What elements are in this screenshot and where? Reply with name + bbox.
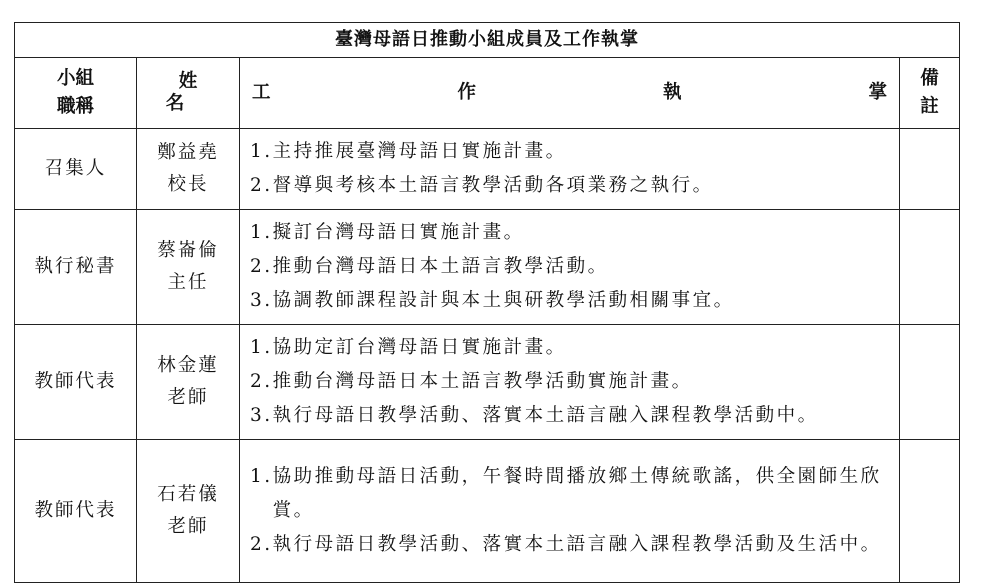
role-cell: 教師代表 — [15, 440, 137, 583]
duty-number: 1. — [250, 222, 273, 243]
header-notes — [900, 58, 960, 129]
duty-item — [250, 284, 889, 318]
duty-table-document — [14, 22, 959, 583]
header-duties-char: 執 — [662, 81, 682, 103]
duty-text: 協助定訂台灣母語日實施計畫。 — [272, 337, 567, 358]
duty-item — [250, 169, 889, 203]
duty-item — [250, 331, 889, 365]
duty-text: 推動台灣母語日本土語言教學活動。 — [272, 256, 609, 277]
header-role — [15, 58, 137, 129]
duty-text: 執行母語日教學活動、落實本土語言融入課程教學活動中。 — [272, 405, 819, 426]
notes-cell — [900, 210, 960, 325]
duties-cell — [240, 440, 900, 583]
person-title: 老師 — [167, 387, 209, 408]
header-notes-line2: 註 — [920, 96, 939, 117]
header-notes-line1: 備 — [920, 67, 939, 89]
duty-number: 2. — [250, 175, 273, 196]
role-cell: 教師代表 — [15, 325, 137, 440]
notes-cell — [900, 129, 960, 210]
duty-number: 1. — [250, 141, 273, 162]
person-name: 林金蓮 — [157, 354, 219, 376]
header-row — [15, 58, 960, 129]
person-name: 鄭益堯 — [157, 141, 219, 163]
person-title: 老師 — [167, 516, 209, 537]
person-cell — [137, 210, 240, 325]
header-name-label: 姓名 — [165, 70, 224, 114]
header-role-line2: 職稱 — [56, 96, 94, 117]
person-cell — [137, 440, 240, 583]
role-cell: 召集人 — [15, 129, 137, 210]
duty-number: 3. — [250, 290, 273, 311]
person-cell — [137, 325, 240, 440]
header-duties-char: 掌 — [868, 81, 887, 103]
role-cell: 執行秘書 — [15, 210, 137, 325]
table-row — [15, 325, 960, 440]
table-row — [15, 210, 960, 325]
duty-table — [14, 22, 960, 583]
duty-number: 1. — [250, 466, 273, 487]
duty-item — [250, 460, 889, 528]
table-row — [15, 129, 960, 210]
duty-item — [250, 135, 889, 169]
duty-text: 執行母語日教學活動、落實本土語言融入課程教學活動及生活中。 — [272, 534, 882, 555]
duties-cell — [240, 129, 900, 210]
duty-text: 推動台灣母語日本土語言教學活動實施計畫。 — [272, 371, 693, 392]
duties-cell — [240, 325, 900, 440]
header-duties — [240, 58, 900, 129]
duties-cell — [240, 210, 900, 325]
duty-number: 3. — [250, 405, 273, 426]
person-cell — [137, 129, 240, 210]
duty-item — [250, 399, 889, 433]
table-title: 臺灣母語日推動小組成員及工作執掌 — [15, 23, 960, 58]
duty-text: 協調教師課程設計與本土與研教學活動相關事宜。 — [272, 290, 735, 311]
duty-text: 協助推動母語日活動，午餐時間播放鄉土傳統歌謠，供全園師生欣賞。 — [272, 466, 882, 521]
duty-text: 擬訂台灣母語日實施計畫。 — [272, 222, 525, 243]
duty-number: 2. — [250, 256, 273, 277]
duty-item — [250, 216, 889, 250]
header-name — [137, 58, 240, 129]
notes-cell — [900, 440, 960, 583]
duty-text: 督導與考核本土語言教學活動各項業務之執行。 — [272, 175, 714, 196]
duty-item — [250, 365, 889, 399]
duty-text: 主持推展臺灣母語日實施計畫。 — [272, 141, 567, 162]
person-name: 石若儀 — [157, 483, 219, 505]
header-role-line1: 小組 — [56, 67, 94, 89]
duty-number: 1. — [250, 337, 273, 358]
duty-item — [250, 250, 889, 284]
notes-cell — [900, 325, 960, 440]
header-duties-char: 工 — [252, 81, 271, 103]
person-title: 主任 — [167, 272, 209, 293]
duty-number: 2. — [250, 371, 273, 392]
person-name: 蔡崙倫 — [157, 239, 219, 261]
person-title: 校長 — [167, 174, 209, 195]
table-row — [15, 440, 960, 583]
header-duties-char: 作 — [457, 81, 476, 103]
duty-number: 2. — [250, 534, 273, 555]
duty-item — [250, 528, 889, 562]
